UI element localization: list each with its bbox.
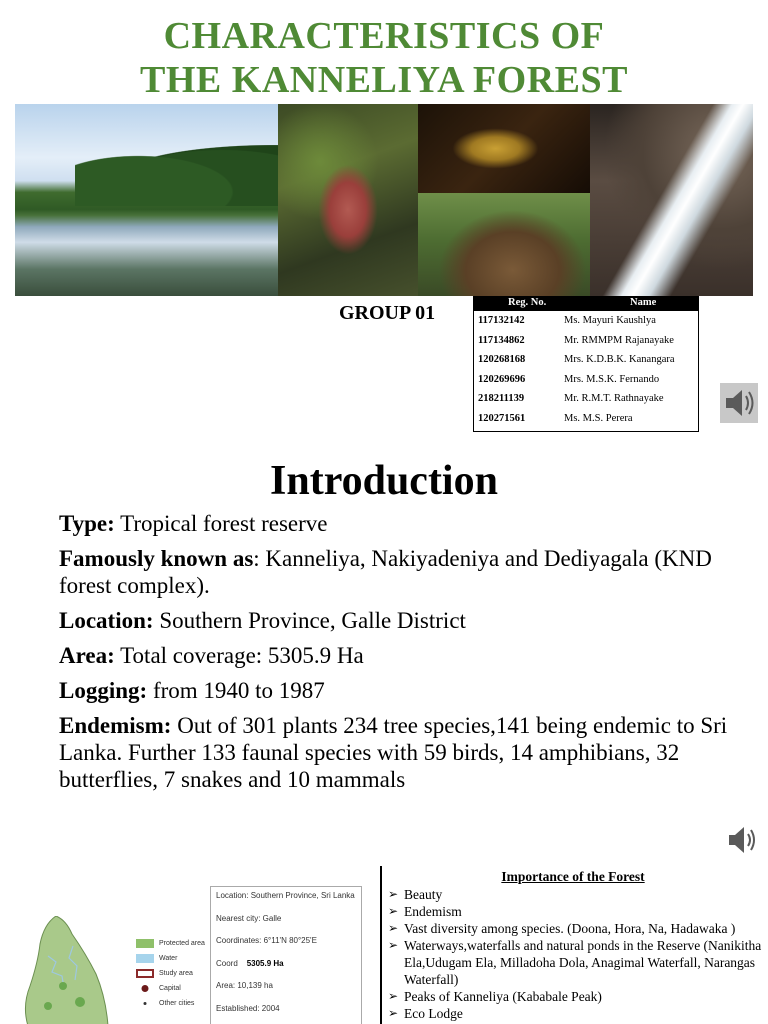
location-map xyxy=(0,866,375,1024)
intro-item-area xyxy=(59,642,739,669)
info-coord-value: 5305.9 Ha xyxy=(246,958,284,968)
name-cell: Ms. Mayuri Kaushlya xyxy=(564,315,656,326)
name-cell: Mr. R.M.T. Rathnayake xyxy=(564,393,664,405)
introduction-list xyxy=(59,510,739,801)
list-item: ➢ Waterways,waterfalls and natural ponds in the Reserve (Nanikitha Ela,Udugam Ela, Milladoha Dola, Anagimal Waterfall, Narangas Waterfall) xyxy=(388,937,768,988)
list-item: ➢ Vast diversity among species. (Doona, Hora, Na, Hadawaka ) xyxy=(388,920,768,937)
list-item: ➢ Endemism xyxy=(388,903,768,920)
reg-no-cell: 117134862 xyxy=(478,334,525,346)
name-cell: Mrs. K.D.B.K. Kanangara xyxy=(564,354,675,366)
legend-item xyxy=(136,936,205,951)
lizard-photo xyxy=(418,104,590,193)
group-label: GROUP 01 xyxy=(339,302,436,324)
legend-label: Protected area xyxy=(159,940,205,947)
name-cell: Ms. M.S. Perera xyxy=(564,412,633,424)
waterfall-photo xyxy=(590,104,753,296)
reg-no-cell: 218211139 xyxy=(478,393,525,405)
intro-text: Total coverage: 5305.9 Ha xyxy=(114,643,364,668)
table-row xyxy=(474,389,698,409)
info-established: Established: 2004 xyxy=(216,1003,280,1013)
info-nearest-city: Nearest city: Galle xyxy=(216,913,282,923)
reg-no-cell: 120271561 xyxy=(478,412,526,424)
intro-text: Southern Province, Galle District xyxy=(153,608,466,633)
legend-label: Other cities xyxy=(159,1000,195,1007)
table-row xyxy=(474,409,698,429)
intro-item-known-as xyxy=(59,545,739,599)
table-row xyxy=(474,370,698,390)
introduction-title: Introduction xyxy=(270,458,498,504)
importance-title: Importance of the Forest xyxy=(501,869,645,884)
tree-roots-photo xyxy=(418,193,590,296)
location-infobox xyxy=(210,886,362,1024)
intro-label: Type: xyxy=(59,511,115,536)
pitcher-plant-photo xyxy=(278,104,418,296)
intro-text: Out of 301 plants 234 tree species,141 being endemic to Sri Lanka. Further 133 faunal species with 59 birds, 14 amphibians, 32 butterflies, 7 snakes and 10 mammals xyxy=(59,713,728,792)
legend-label: Study area xyxy=(159,970,193,977)
importance-section xyxy=(388,868,768,1022)
intro-item-type xyxy=(59,510,739,537)
members-table-header xyxy=(474,297,698,311)
name-cell: Mr. RMMPM Rajanayake xyxy=(564,334,674,346)
legend-item xyxy=(136,996,205,1011)
legend-label: Capital xyxy=(159,985,181,992)
slide-title-line-2: THE KANNELIYA FOREST xyxy=(140,59,628,101)
divider xyxy=(380,866,382,1024)
speaker-icon[interactable] xyxy=(720,383,758,423)
reg-no-cell: 117132142 xyxy=(478,315,525,326)
sri-lanka-map xyxy=(18,916,123,1024)
info-coord xyxy=(216,959,356,982)
intro-item-logging xyxy=(59,677,739,704)
intro-label: Logging: xyxy=(59,678,148,703)
intro-text: : Kanneliya, Nakiyadeniya and Dediyagala (KND forest complex). xyxy=(59,546,712,598)
legend-item xyxy=(136,981,205,996)
table-row xyxy=(474,311,698,331)
intro-label: Area: xyxy=(59,643,115,668)
list-item: ➢ Beauty xyxy=(388,886,768,903)
slide-title-line-1: CHARACTERISTICS OF xyxy=(163,15,605,57)
reg-no-cell: 120269696 xyxy=(478,373,526,385)
intro-label: Famously known as xyxy=(59,546,254,571)
intro-item-endemism xyxy=(59,712,739,793)
intro-text: from 1940 to 1987 xyxy=(147,678,325,703)
legend-label: Water xyxy=(159,955,178,962)
list-item: ➢ Peaks of Kanneliya (Kababale Peak) xyxy=(388,988,768,1005)
intro-text: Tropical forest reserve xyxy=(114,511,328,536)
intro-label: Location: xyxy=(59,608,154,633)
importance-list xyxy=(388,886,768,1022)
map-legend xyxy=(136,936,205,1011)
legend-item xyxy=(136,951,205,966)
table-row xyxy=(474,331,698,351)
legend-item xyxy=(136,966,205,981)
column-header-name: Name xyxy=(630,297,657,308)
intro-item-location xyxy=(59,607,739,634)
list-item: ➢ Eco Lodge xyxy=(388,1005,768,1022)
slide-title xyxy=(0,14,768,102)
name-cell: Mrs. M.S.K. Fernando xyxy=(564,373,660,385)
reg-no-cell: 120268168 xyxy=(478,354,526,366)
info-area: Area: 10,139 ha xyxy=(216,981,273,990)
table-row xyxy=(474,350,698,370)
intro-label: Endemism: xyxy=(59,713,172,738)
speaker-icon[interactable] xyxy=(725,822,759,858)
info-coord-label: Coord xyxy=(216,958,238,968)
info-location: Location: Southern Province, Sri Lanka xyxy=(216,891,355,900)
lake-photo xyxy=(15,104,278,296)
column-header-reg: Reg. No. xyxy=(508,297,547,308)
members-table xyxy=(473,296,699,432)
info-coordinates: Coordinates: 6°11'N 80°25'E xyxy=(216,936,317,945)
